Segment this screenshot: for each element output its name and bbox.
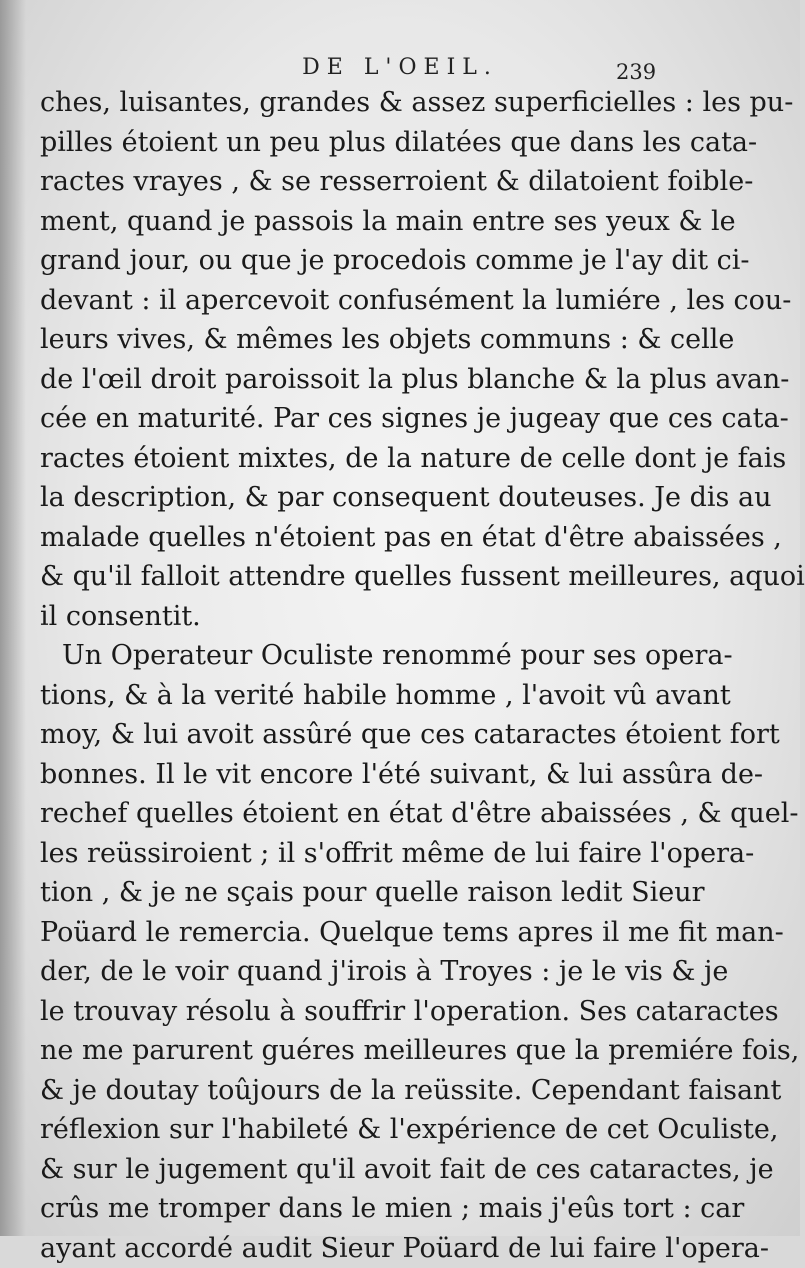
text-line: Poüard le remercia. Quelque tems apres il me fit man- (40, 913, 690, 953)
page-number: 239 (616, 60, 656, 84)
text-line: crûs me tromper dans le mien ; mais j'eûs tort : car (40, 1189, 690, 1229)
text-line: & je doutay toûjours de la reüssite. Cependant faisant (40, 1071, 690, 1111)
text-line: & sur le jugement qu'il avoit fait de ces cataractes, je (40, 1150, 690, 1190)
text-line: moy, & lui avoit assûré que ces cataractes étoient fort (40, 715, 690, 755)
text-line: leurs vives, & mêmes les objets communs : & celle (40, 320, 690, 360)
text-line: grand jour, ou que je procedois comme je l'ay dit ci- (40, 241, 690, 281)
text-line: le trouvay résolu à souffrir l'operation. Ses cataractes (40, 992, 690, 1032)
text-line: les reüssiroient ; il s'offrit même de lui faire l'opera- (40, 834, 690, 874)
text-line: der, de le voir quand j'irois à Troyes : je le vis & je (40, 952, 690, 992)
text-line: réflexion sur l'habileté & l'expérience de cet Oculiste, (40, 1110, 690, 1150)
text-line: & qu'il falloit attendre quelles fussent meilleures, aquoi (40, 557, 690, 597)
text-line: cée en maturité. Par ces signes je jugeay que ces cata- (40, 399, 690, 439)
text-line: ractes vrayes , & se resserroient & dilatoient foible- (40, 162, 690, 202)
text-line: rechef quelles étoient en état d'être abaissées , & quel- (40, 794, 690, 834)
text-line: tion , & je ne sçais pour quelle raison ledit Sieur (40, 873, 690, 913)
text-line: ractes étoient mixtes, de la nature de celle dont je fais (40, 439, 690, 479)
body-text (40, 83, 690, 1268)
text-line: ches, luisantes, grandes & assez superficielles : les pu- (40, 83, 690, 123)
running-head: DE L'OEIL. (0, 55, 800, 80)
text-line: ayant accordé audit Sieur Poüard de lui faire l'opera- (40, 1229, 690, 1268)
text-line: devant : il apercevoit confusément la lumiére , les cou- (40, 281, 690, 321)
text-line: bonnes. Il le vit encore l'été suivant, & lui assûra de- (40, 755, 690, 795)
text-line: pilles étoient un peu plus dilatées que dans les cata- (40, 123, 690, 163)
paragraph-start-line: Un Operateur Oculiste renommé pour ses opera- (40, 636, 690, 676)
text-line: malade quelles n'étoient pas en état d'être abaissées , (40, 518, 690, 558)
binding-shadow (0, 0, 26, 1236)
text-line: ne me parurent guéres meilleures que la premiére fois, (40, 1031, 690, 1071)
paragraph-end-line: il consentit. (40, 597, 690, 637)
text-line: ment, quand je passois la main entre ses yeux & le (40, 202, 690, 242)
text-line: la description, & par consequent douteuses. Je dis au (40, 478, 690, 518)
text-line: tions, & à la verité habile homme , l'avoit vû avant (40, 676, 690, 716)
text-line: de l'œil droit paroissoit la plus blanche & la plus avan- (40, 360, 690, 400)
